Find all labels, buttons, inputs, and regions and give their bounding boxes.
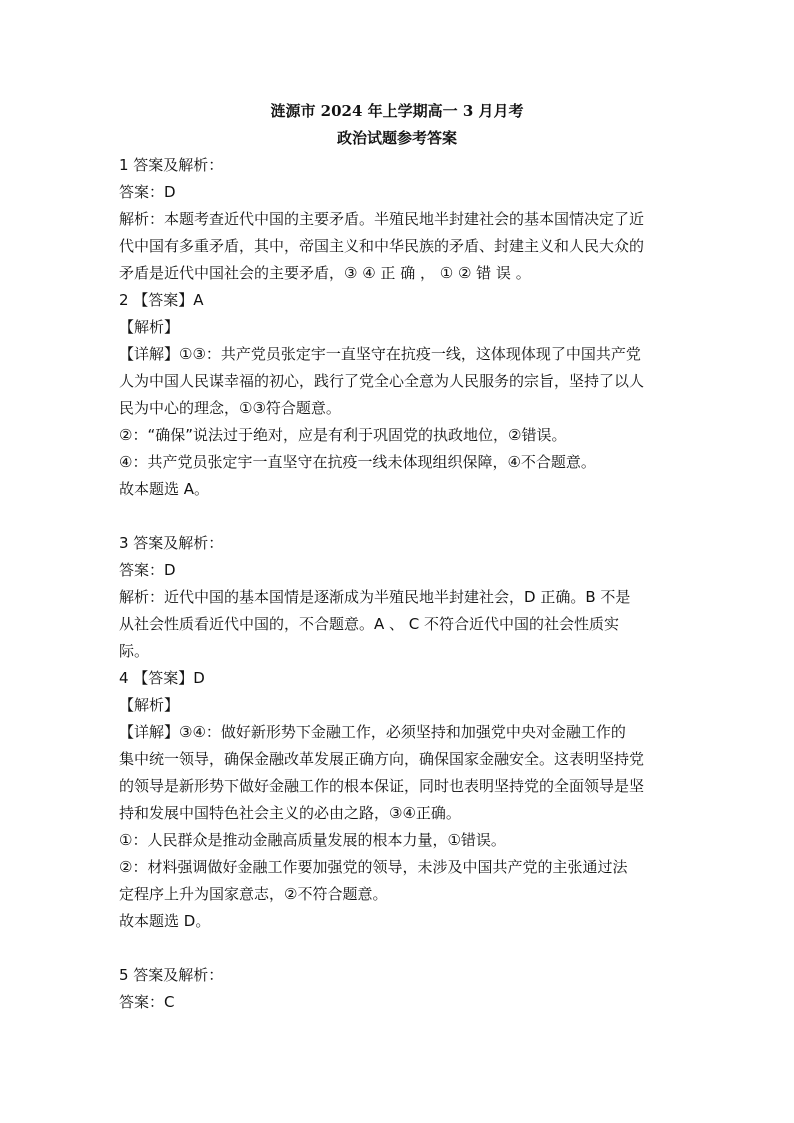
text-line: 5 答案及解析： [119, 966, 224, 984]
text-line: 民为中心的理念，①③符合题意。 [119, 399, 341, 417]
text-line: 3 答案及解析： [119, 534, 224, 552]
text-line: 矛盾是近代中国社会的主要矛盾，③ ④ 正 确 ， ① ② 错 误 。 [119, 264, 531, 282]
answer-content [119, 152, 679, 1016]
text-line: 答案：C [119, 993, 175, 1011]
text-line: 解析：近代中国的基本国情是逐渐成为半殖民地半封建社会，D 正确。B 不是 [119, 588, 631, 606]
text-line: ②：材料强调做好金融工作要加强党的领导，未涉及中国共产党的主张通过法 [119, 858, 628, 876]
text-line: 4 【答案】D [119, 669, 205, 687]
text-line: 持和发展中国特色社会主义的必由之路，③④正确。 [119, 804, 461, 822]
text-line: 【解析】 [119, 318, 180, 336]
text-line: 2 【答案】A [119, 291, 204, 309]
text-line: 故本题选 A。 [119, 480, 210, 498]
text-line: 答案：D [119, 561, 176, 579]
text-line: 人为中国人民谋幸福的初心，践行了党全心全意为人民服务的宗旨，坚持了以人 [119, 372, 645, 390]
text-line: ④：共产党员张定宇一直坚守在抗疫一线未体现组织保障，④不合题意。 [119, 453, 596, 471]
text-line: 集中统一领导，确保金融改革发展正确方向，确保国家金融安全。这表明坚持党 [119, 750, 645, 768]
blank-line [119, 503, 679, 530]
text-line: 故本题选 D。 [119, 912, 211, 930]
text-line: 代中国有多重矛盾，其中，帝国主义和中华民族的矛盾、封建主义和人民大众的 [119, 237, 645, 255]
text-line: 【解析】 [119, 696, 180, 714]
text-line: ①：人民群众是推动金融高质量发展的根本力量，①错误。 [119, 831, 506, 849]
document-subtitle: 政治试题参考答案 [336, 129, 457, 147]
document-title: 涟源市 2024 年上学期高一 3 月月考 [270, 102, 524, 120]
text-line: 【详解】①③：共产党员张定宇一直坚守在抗疫一线，这体现体现了中国共产党 [119, 345, 641, 363]
text-line: 际。 [119, 642, 150, 660]
text-line: 从社会性质看近代中国的，不合题意。A 、 C 不符合近代中国的社会性质实 [119, 615, 620, 633]
text-line: 的领导是新形势下做好金融工作的根本保证，同时也表明坚持党的全面领导是坚 [119, 777, 645, 795]
text-line: 1 答案及解析： [119, 156, 224, 174]
blank-line [119, 935, 679, 962]
text-line: 答案：D [119, 183, 176, 201]
text-line: 【详解】③④：做好新形势下金融工作，必须坚持和加强党中央对金融工作的 [119, 723, 626, 741]
text-line: 解析：本题考查近代中国的主要矛盾。半殖民地半封建社会的基本国情决定了近 [119, 210, 645, 228]
text-line: ②：“确保”说法过于绝对，应是有利于巩固党的执政地位，②错误。 [119, 426, 567, 444]
text-line: 定程序上升为国家意志，②不符合题意。 [119, 885, 388, 903]
